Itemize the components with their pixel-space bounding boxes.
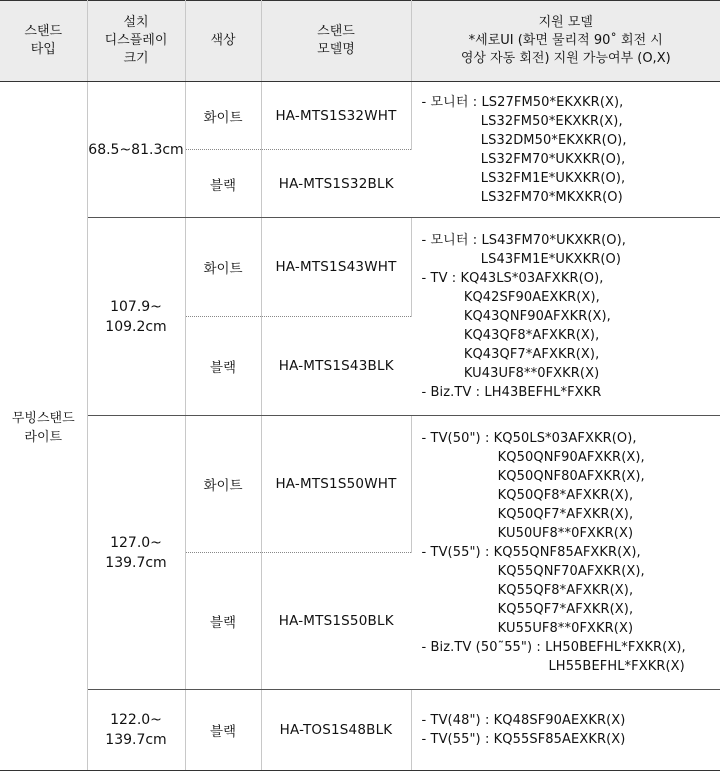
header-supported-models: 지원 모델 *세로UI (화면 물리적 90˚ 회전 시 영상 자동 회전) 지원 가능여부 (O,X) xyxy=(411,1,720,82)
model-cell: HA-MTS1S32BLK xyxy=(261,150,411,218)
color-cell: 블랙 xyxy=(185,553,261,690)
model-cell: HA-MTS1S43WHT xyxy=(261,218,411,317)
model-cell: HA-MTS1S43BLK xyxy=(261,317,411,416)
model-cell: HA-MTS1S50WHT xyxy=(261,416,411,553)
color-cell: 화이트 xyxy=(185,218,261,317)
display-size-cell: 122.0~ 139.7cm xyxy=(87,690,185,771)
display-size-cell: 127.0~ 139.7cm xyxy=(87,416,185,690)
table-row xyxy=(0,82,720,150)
display-size-cell: 68.5~81.3cm xyxy=(87,82,185,218)
color-cell: 화이트 xyxy=(185,416,261,553)
supported-models-cell: - 모니터 : LS27FM50*EKXKR(X), LS32FM50*EKXKR(X), LS32DM50*EKXKR(O), LS32FM70*UKXKR(O), LS32FM1E*UKXKR(O), LS32FM70*MKXKR(O) xyxy=(411,82,720,218)
header-display-size: 설치 디스플레이 크기 xyxy=(87,1,185,82)
header-color: 색상 xyxy=(185,1,261,82)
stand-type-cell: 무빙스탠드 라이트 xyxy=(0,82,87,771)
table-row xyxy=(0,690,720,771)
header-model: 스탠드 모델명 xyxy=(261,1,411,82)
color-cell: 블랙 xyxy=(185,690,261,771)
display-size-cell: 107.9~ 109.2cm xyxy=(87,218,185,416)
header-row xyxy=(0,1,720,82)
model-cell: HA-MTS1S50BLK xyxy=(261,553,411,690)
color-cell: 화이트 xyxy=(185,82,261,150)
model-cell: HA-TOS1S48BLK xyxy=(261,690,411,771)
supported-models-cell: - 모니터 : LS43FM70*UKXKR(O), LS43FM1E*UKXKR(O) - TV : KQ43LS*03AFXKR(O), KQ42SF90AEXKR(X), KQ43QNF90AFXKR(X), KQ43QF8*AFXKR(X), KQ43QF7*AFXKR(X), KU43UF8**0FXKR(X) - Biz.TV : LH43BEFHL*FXKR xyxy=(411,218,720,416)
supported-models-cell: - TV(50") : KQ50LS*03AFXKR(O), KQ50QNF90AFXKR(X), KQ50QNF80AFXKR(X), KQ50QF8*AFXKR(X), KQ50QF7*AFXKR(X), KU50UF8**0FXKR(X) - TV(55") : KQ55QNF85AFXKR(X), KQ55QNF70AFXKR(X), KQ55QF8*AFXKR(X), KQ55QF7*AFXKR(X), KU55UF8**0FXKR(X) - Biz.TV (50˜55") : LH50BEFHL*FXKR(X), LH55BEFHL*FXKR(X) xyxy=(411,416,720,690)
supported-models-cell: - TV(48") : KQ48SF90AEXKR(X) - TV(55") : KQ55SF85AEXKR(X) xyxy=(411,690,720,771)
table-row xyxy=(0,218,720,317)
model-cell: HA-MTS1S32WHT xyxy=(261,82,411,150)
header-stand-type: 스탠드 타입 xyxy=(0,1,87,82)
color-cell: 블랙 xyxy=(185,317,261,416)
color-cell: 블랙 xyxy=(185,150,261,218)
table-row xyxy=(0,416,720,553)
